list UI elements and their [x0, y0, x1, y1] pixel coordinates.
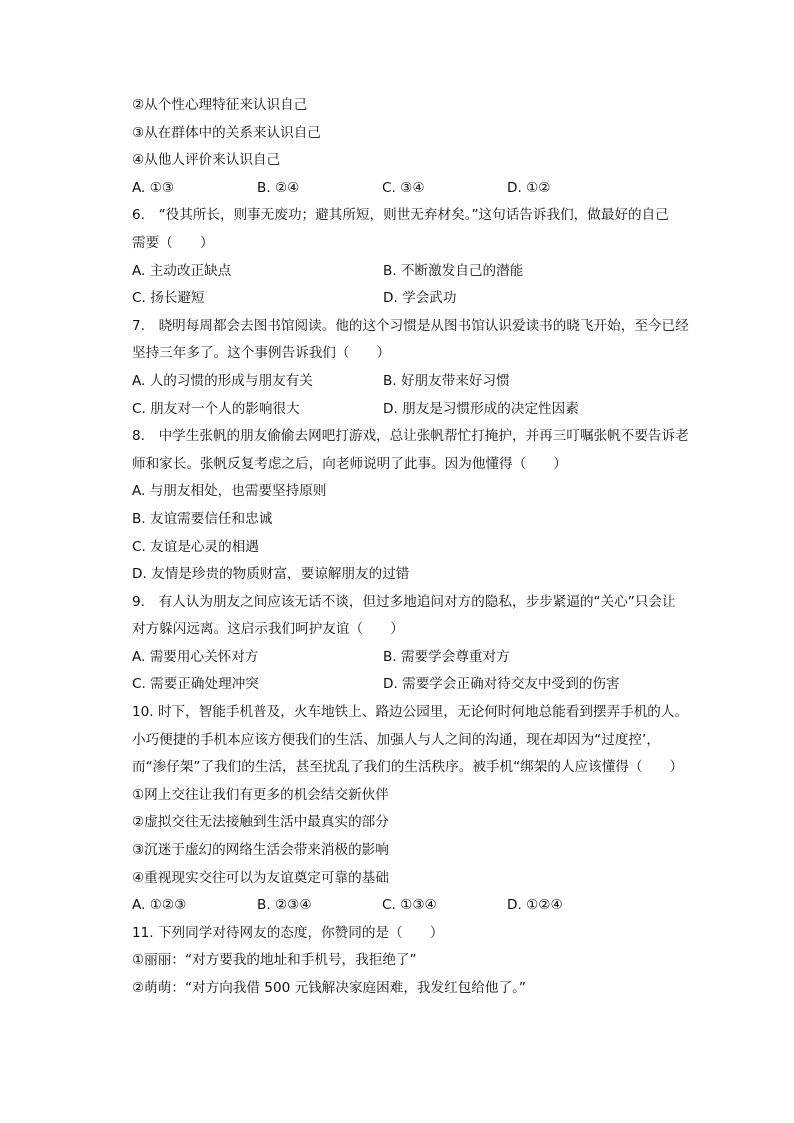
- q10-statement-4: ④重视现实交往可以为友谊奠定可靠的基础: [132, 869, 389, 886]
- q8-stem-line2: 师和家长。张帆反复考虑之后，向老师说明了此事。因为他懂得（ ）: [132, 455, 567, 472]
- q9-stem-line1: 9. 有人认为朋友之间应该无话不谈，但过多地追问对方的隐私，步步紧逼的“关心”只会让: [132, 593, 676, 610]
- q9-options-row2: [132, 671, 712, 699]
- q10-statement-3: ③沉迷于虚幻的网络生活会带来消极的影响: [132, 842, 389, 859]
- q8-stem-line1: 8. 中学生张帆的朋友偷偷去网吧打游戏，总让张帆帮忙打掩护，并再三叮嘱张帆不要告诉老: [132, 428, 689, 445]
- q7-option-c: C. 朋友对一个人的影响很大: [132, 400, 300, 417]
- q7-options-row2: [132, 396, 712, 424]
- q10-statement-1: ①网上交往让我们有更多的机会结交新伙伴: [132, 786, 389, 803]
- q9-option-b: B. 需要学会尊重对方: [383, 648, 510, 665]
- q9-option-c: C. 需要正确处理冲突: [132, 676, 259, 693]
- q5-option-d: D. ①②: [507, 179, 551, 196]
- q10-stem-line1: 10. 时下，智能手机普及，火车地铁上、路边公园里，无论何时何地总能看到摆弄手机的人。: [132, 704, 689, 721]
- q10-option-b: B. ②③④: [257, 897, 312, 914]
- q10-option-d: D. ①②④: [507, 897, 563, 914]
- q7-option-d: D. 朋友是习惯形成的决定性因素: [383, 400, 579, 417]
- q11-statement-1: ①丽丽：“对方要我的地址和手机号，我拒绝了”: [132, 952, 417, 969]
- q5-statement-4: ④从他人评价来认识自己: [132, 152, 281, 169]
- q8-option-a: A. 与朋友相处，也需要坚持原则: [132, 483, 327, 500]
- q7-option-a: A. 人的习惯的形成与朋友有关: [132, 372, 313, 389]
- q6-options-row2: [132, 285, 712, 313]
- q10-stem-line3: 而“渗仔架”了我们的生活，甚至扰乱了我们的生活秩序。被手机“绑架的人应该懂得（ ）: [132, 759, 684, 776]
- q8-option-c: C. 友谊是心灵的相遇: [132, 538, 259, 555]
- q7-stem-line1: 7. 晓明每周都会去图书馆阅读。他的这个习惯是从图书馆认识爱读书的晓飞开始，至今已经: [132, 317, 689, 334]
- q6-options-row1: [132, 258, 712, 286]
- q11-statement-2: ②萌萌：“对方向我借 500 元钱解决家庭困难，我发红包给他了。”: [132, 980, 526, 996]
- q6-stem-line2: 需要（ ）: [132, 234, 214, 251]
- q10-statement-2: ②虚拟交往无法接触到生活中最真实的部分: [132, 814, 389, 831]
- q10-stem-line2: 小巧便捷的手机本应该方便我们的生活、加强人与人之间的沟通，现在却因为“过度控’，: [132, 731, 660, 748]
- q7-option-b: B. 好朋友带来好习惯: [383, 372, 510, 389]
- q7-options-row1: [132, 368, 712, 396]
- q6-option-c: C. 扬长避短: [132, 290, 205, 307]
- q5-option-b: B. ②④: [257, 179, 300, 196]
- q9-option-a: A. 需要用心关怀对方: [132, 648, 259, 665]
- q6-stem-line1: 6. “役其所长，则事无废功；避其所短，则世无弃材矣。”这句话告诉我们，做最好的自己: [132, 207, 669, 224]
- q5-statement-2: ②从个性心理特征来认识自己: [132, 97, 308, 113]
- q9-stem-line2: 对方躲闪远离。这启示我们呵护友谊（ ）: [132, 621, 404, 638]
- q6-option-d: D. 学会武功: [383, 290, 457, 307]
- q5-options: [132, 175, 712, 203]
- q10-option-a: A. ①②③: [132, 897, 187, 914]
- q5-option-a: A. ①③: [132, 179, 175, 196]
- q10-options: [132, 892, 712, 920]
- q9-options-row1: [132, 644, 712, 672]
- q6-option-a: A. 主动改正缺点: [132, 262, 232, 279]
- q8-option-d: D. 友情是珍贵的物质财富，要谅解朋友的过错: [132, 566, 410, 583]
- q5-option-c: C. ③④: [382, 179, 425, 196]
- q9-option-d: D. 需要学会正确对待交友中受到的伤害: [383, 676, 620, 693]
- q5-statement-3: ③从在群体中的关系来认识自己: [132, 124, 321, 141]
- q10-option-c: C. ①③④: [382, 897, 437, 914]
- q7-stem-line2: 坚持三年多了。这个事例告诉我们（ ）: [132, 345, 391, 362]
- q8-option-b: B. 友谊需要信任和忠诚: [132, 510, 273, 527]
- question-text-block: [132, 92, 712, 1003]
- q6-option-b: B. 不断激发自己的潜能: [383, 262, 524, 279]
- q11-stem: 11. 下列同学对待网友的态度，你赞同的是（ ）: [132, 924, 444, 941]
